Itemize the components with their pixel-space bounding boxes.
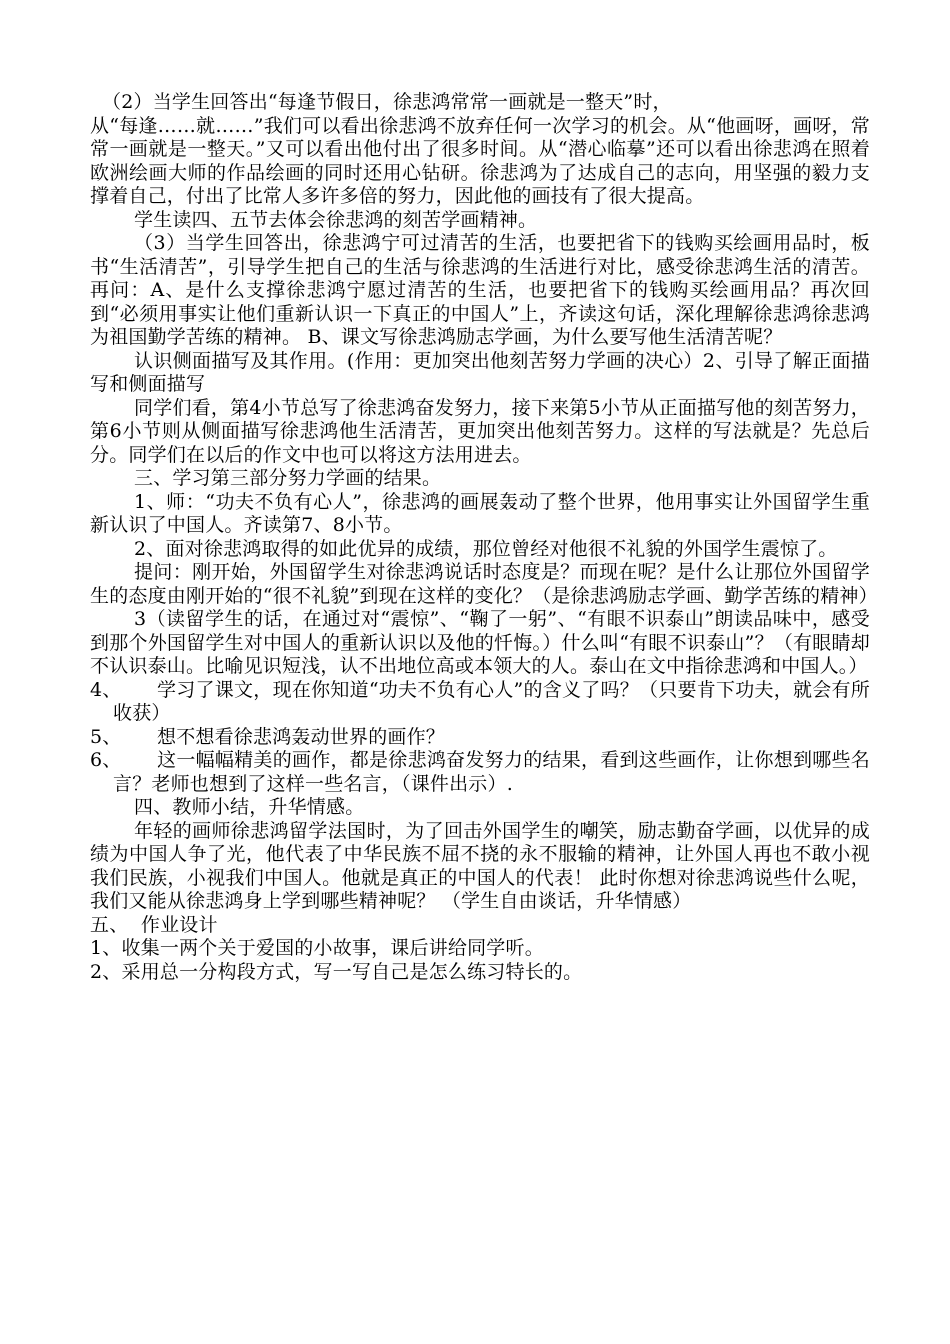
item-number: 4、 bbox=[90, 678, 122, 701]
section-three-heading: 三、学习第三部分努力学画的结果。 bbox=[134, 467, 442, 489]
numbered-item-6 bbox=[90, 749, 870, 796]
section-four-heading: 四、教师小结，升华情感。 bbox=[134, 796, 365, 818]
paragraph-question-2: （2）当学生回答出“每逢节假日，徐悲鸿常常一画就是一整天”时， bbox=[102, 91, 672, 113]
section-five-heading: 五、 作业设计 bbox=[90, 913, 218, 936]
paragraph-read-4-5: 学生读四、五节去体会徐悲鸿的刻苦学画精神。 bbox=[134, 208, 538, 231]
paragraph-analysis-2: 从“每逢……就……”我们可以看出徐悲鸿不放弃任何一次学习的机会。从“他画呀，画呀，常常一画就是一整天。”又可以看出他付出了很多时间。从“潜心临摹”还可以看出徐悲鸿在照着欧洲绘画大师的作品绘画的同时还用心钻研。徐悲鸿为了达成自己的志向，用坚强的毅力支撑着自己，付出了比常人多许多倍的努力，因此他的画技有了很大提高。 bbox=[90, 114, 870, 207]
document-body bbox=[90, 91, 878, 984]
item-text: 这一幅幅精美的画作，都是徐悲鸿奋发努力的结果，看到这些画作，让你想到哪些名言？老师也想到了这样一些名言，（课件出示）. bbox=[113, 749, 870, 795]
item-number: 6、 bbox=[90, 749, 122, 771]
homework-item-2: 2、采用总一分构段方式，写一写自己是怎么练习特长的。 bbox=[90, 960, 583, 983]
item-number: 5、 bbox=[90, 725, 122, 748]
paragraph-structure: 同学们看，第4小节总写了徐悲鸿奋发努力，接下来第5小节从正面描写他的刻苦努力，第6小节则从侧面描写徐悲鸿他生活清苦，更加突出他刻苦努力。这样的写法就是？先总后分。同学们在以后的作文中也可以将这方法用进去。 bbox=[90, 396, 870, 466]
numbered-item-5 bbox=[90, 726, 870, 750]
paragraph-side-description: 认识侧面描写及其作用。(作用：更加突出他刻苦努力学画的决心）2、引导了解正面描写和侧面描写 bbox=[90, 349, 870, 395]
item-text: 学习了课文，现在你知道“功夫不负有心人”的含义了吗？（只要肯下功夫，就会有所收获） bbox=[113, 678, 870, 724]
paragraph-item-2: 2、面对徐悲鸿取得的如此优异的成绩，那位曾经对他很不礼貌的外国学生震惊了。 bbox=[134, 537, 838, 560]
item-text: 想不想看徐悲鸿轰动世界的画作？ bbox=[157, 725, 446, 748]
paragraph-summary: 年轻的画师徐悲鸿留学法国时，为了回击外国学生的嘲笑，励志勤奋学画，以优异的成绩为中国人争了光，他代表了中华民族不屈不挠的永不服输的精神，让外国人再也不敢小视我们民族，小视我们中国人。他就是真正的中国人的代表！ 此时你想对徐悲鸿说些什么呢，我们又能从徐悲鸿身上学到哪些精神呢？ （学生自由谈话，升华情感） bbox=[90, 819, 870, 912]
homework-item-1: 1、收集一两个关于爱国的小故事，课后讲给同学听。 bbox=[90, 937, 544, 959]
numbered-item-4 bbox=[90, 679, 870, 726]
paragraph-item-1: 1、师：“功夫不负有心人”，徐悲鸿的画展轰动了整个世界，他用事实让外国留学生重新认识了中国人。齐读第7、8小节。 bbox=[90, 490, 870, 536]
paragraph-question-3: （3）当学生回答出，徐悲鸿宁可过清苦的生活，也要把省下的钱购买绘画用品时，板书“生活清苦”，引导学生把自己的生活与徐悲鸿的生活进行对比，感受徐悲鸿生活的清苦。再问：A、是什么支撑徐悲鸿宁愿过清苦的生活，也要把省下的钱购买绘画用品？再次回到“必须用事实让他们重新认识一下真正的中国人”上，齐读这句话，深化理解徐悲鸿徐悲鸿为祖国勤学苦练的精神。 B、课文写徐悲鸿励志学画，为什么要写他生活清苦呢？ bbox=[90, 232, 870, 348]
paragraph-item-3: 3（读留学生的话，在通过对“震惊”、“鞠了一躬”、“有眼不识泰山”朗读品味中，感受到那个外国留学生对中国人的重新认识以及他的忏悔。）什么叫“有眼不识泰山”？（有眼睛却不认识泰山。比喻见识短浅，认不出地位高或本领大的人。泰山在文中指徐悲鸿和中国人。） bbox=[90, 608, 870, 677]
paragraph-question-attitude: 提问：刚开始，外国留学生对徐悲鸿说话时态度是？而现在呢？是什么让那位外国留学生的态度由刚开始的“很不礼貌”到现在这样的变化？（是徐悲鸿励志学画、勤学苦练的精神） bbox=[90, 561, 878, 607]
